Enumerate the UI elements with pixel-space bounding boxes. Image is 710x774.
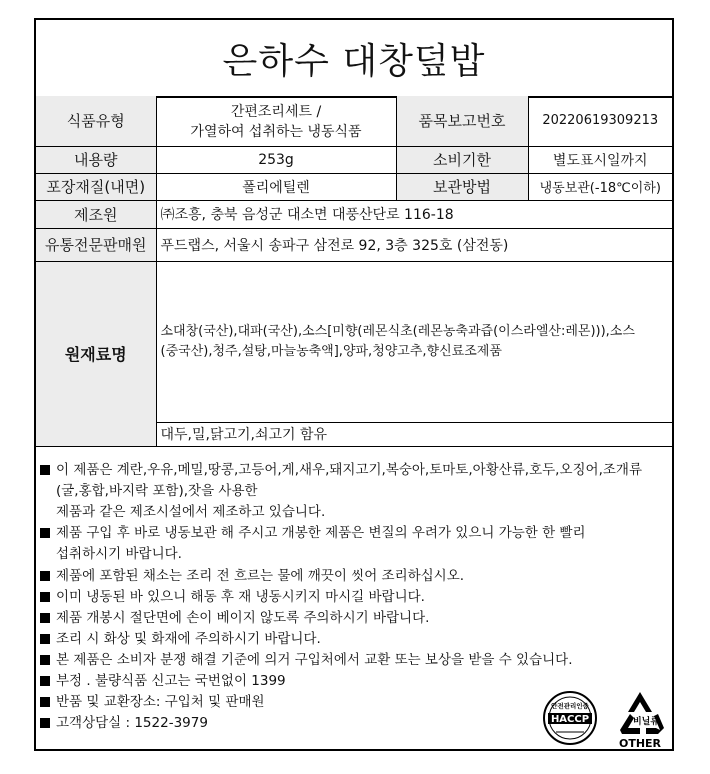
food-type-label: 식품유형 xyxy=(36,96,156,146)
distributor-label: 유통전문판매원 xyxy=(36,228,156,261)
recycle-bottom-text: OTHER xyxy=(618,737,662,750)
warning-contact: 고객상담실 : 1522-3979 xyxy=(40,713,208,733)
bullet-square-icon xyxy=(40,571,50,581)
bullet-square-icon xyxy=(40,718,50,728)
ingredients-value: 소대창(국산),대파(국산),소스[미향(레몬식초(레몬농축과즙(이스라엘산:레몬))),소스 (중국산),청주,설탕,마늘농축액],양파,청양고추,향신료조제품 xyxy=(156,261,672,422)
expiry-value: 별도표시일까지 xyxy=(528,146,672,173)
report-no-label: 품목보고번호 xyxy=(396,96,528,146)
packaging-value: 폴리에틸렌 xyxy=(156,173,396,200)
warnings-section xyxy=(36,458,672,749)
haccp-logo-icon xyxy=(542,690,598,746)
warning-burn: 조리 시 화상 및 화재에 주의하시기 바랍니다. xyxy=(40,629,321,649)
product-info-table xyxy=(36,96,672,447)
recycle-logo-icon xyxy=(612,686,668,750)
volume-label: 내용량 xyxy=(36,146,156,173)
warning-storage: 제품 구입 후 바로 냉동보관 해 주시고 개봉한 제품은 변질의 우려가 있으니 가능한 한 빨리 xyxy=(40,523,586,543)
warning-refreeze: 이미 냉동된 바 있으니 해동 후 재 냉동시키지 마시길 바랍니다. xyxy=(40,587,425,607)
volume-value: 253g xyxy=(156,146,396,173)
manufacturer-value: ㈜조흥, 충북 음성군 대소면 대풍산단로 116-18 xyxy=(156,200,672,228)
bullet-square-icon xyxy=(40,634,50,644)
allergen-value: 대두,밀,닭고기,쇠고기 함유 xyxy=(156,422,672,446)
recycle-top-text: 비닐류 xyxy=(632,717,660,727)
report-no-value: 20220619309213 xyxy=(528,96,672,146)
bullet-square-icon xyxy=(40,528,50,538)
row-food-type xyxy=(36,96,672,146)
warning-allergy-cont: (굴,홍합,바지락 포함),잣을 사용한 xyxy=(56,483,258,499)
warning-allergy: 이 제품은 계란,우유,메밀,땅콩,고등어,게,새우,돼지고기,복숭아,토마토,아황산류,호두,오징어,조개류 xyxy=(40,460,642,480)
storage-label: 보관방법 xyxy=(396,173,528,200)
warning-wash: 제품에 포함된 채소는 조리 전 흐르는 물에 깨끗이 씻어 조리하십시오. xyxy=(40,566,464,586)
manufacturer-label: 제조원 xyxy=(36,200,156,228)
warning-report: 부정 . 불량식품 신고는 국번없이 1399 xyxy=(40,671,286,691)
haccp-top-text: 안전관리인증 xyxy=(551,702,589,710)
storage-value: 냉동보관(-18℃이하) xyxy=(528,173,672,200)
row-volume xyxy=(36,146,672,173)
bullet-square-icon xyxy=(40,697,50,707)
row-manufacturer xyxy=(36,200,672,228)
expiry-label: 소비기한 xyxy=(396,146,528,173)
food-label xyxy=(34,18,674,751)
food-type-value: 간편조리세트 / 가열하여 섭취하는 냉동식품 xyxy=(156,96,396,146)
bullet-square-icon xyxy=(40,655,50,665)
row-packaging xyxy=(36,173,672,200)
packaging-label: 포장재질(내면) xyxy=(36,173,156,200)
ingredients-label: 원재료명 xyxy=(36,261,156,446)
row-distributor xyxy=(36,228,672,261)
bullet-square-icon xyxy=(40,592,50,602)
row-ingredients xyxy=(36,261,672,422)
warning-return: 반품 및 교환장소: 구입처 및 판매원 xyxy=(40,692,265,712)
bullet-square-icon xyxy=(40,613,50,623)
bullet-square-icon xyxy=(40,676,50,686)
product-title: 은하수 대창덮밥 xyxy=(36,20,672,98)
warning-cut: 제품 개봉시 절단면에 손이 베이지 않도록 주의하시기 바랍니다. xyxy=(40,608,429,628)
bullet-square-icon xyxy=(40,465,50,475)
haccp-main-text: HACCP xyxy=(550,714,590,725)
warning-allergy-cont2: 제품과 같은 제조시설에서 제조하고 있습니다. xyxy=(56,504,326,520)
distributor-value: 푸드랩스, 서울시 송파구 삼전로 92, 3층 325호 (삼전동) xyxy=(156,228,672,261)
warning-storage-cont: 섭취하시기 바랍니다. xyxy=(56,546,182,562)
warning-dispute: 본 제품은 소비자 분쟁 해결 기준에 의거 구입처에서 교환 또는 보상을 받을 수 있습니다. xyxy=(40,650,573,670)
